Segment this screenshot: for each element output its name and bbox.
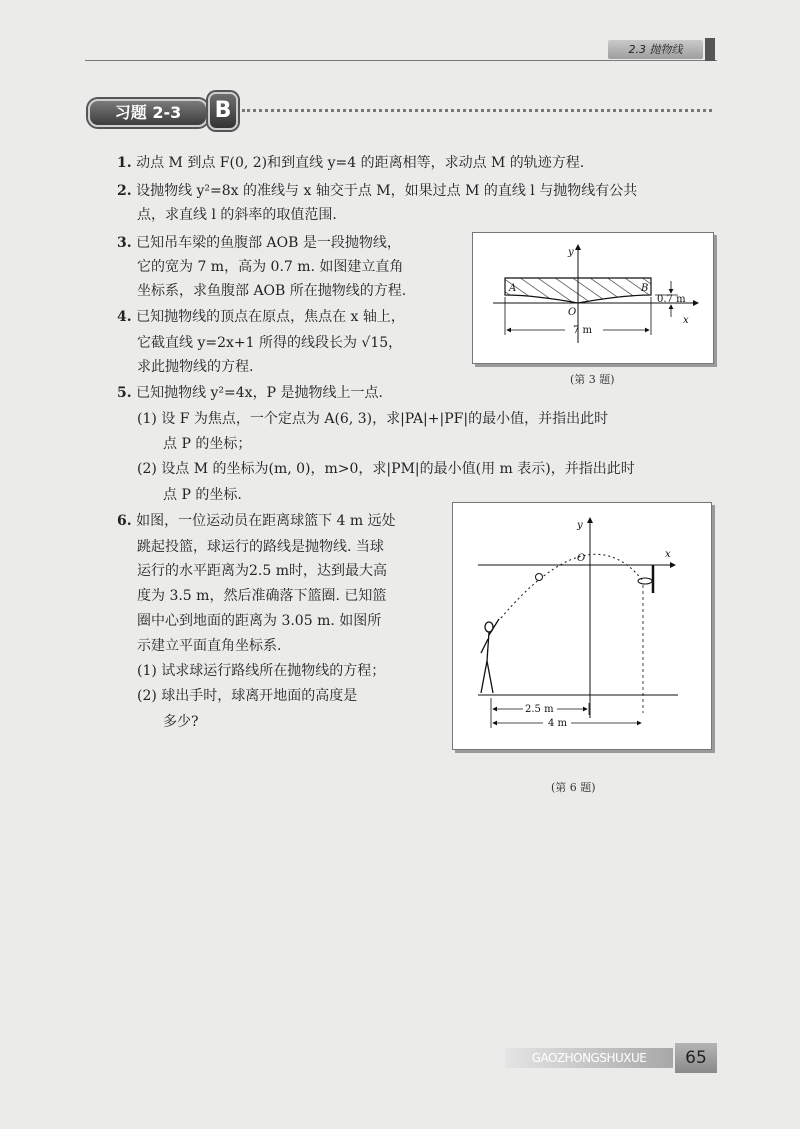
figure-6 [452, 502, 712, 750]
figure-6-caption: (第 6 题) [551, 781, 596, 794]
problem-2: 2. 设抛物线 y²=8x 的准线与 x 轴交于点 M，如果过点 M 的直线 l 与抛物线有公共 [117, 183, 638, 199]
problem-6-cont-3: 度为 3.5 m，然后准确落下篮圈. 已知篮 [137, 588, 387, 604]
figure-3-diagram [473, 233, 713, 363]
problem-6-part-2-cont: 多少? [163, 714, 199, 730]
problem-5-part-2: (2) 设点 M 的坐标为(m, 0)，m>0，求|PM|的最小值(用 m 表示)，并指出此时 [137, 461, 635, 477]
figure-3 [472, 232, 714, 364]
problem-5-part-1: (1) 设 F 为焦点，一个定点为 A(6, 3)，求|PA|+|PF|的最小值，并指出此时 [137, 411, 609, 427]
header-bar [705, 38, 715, 61]
problem-4: 4. 已知抛物线的顶点在原点，焦点在 x 轴上， [117, 309, 405, 325]
problem-6-cont-5: 示建立平面直角坐标系. [137, 638, 282, 654]
problem-6-cont-4: 圈中心到地面的距离为 3.05 m. 如图所 [137, 613, 382, 629]
y-axis-label: y [577, 520, 583, 531]
problem-4-cont-1: 它截直线 y=2x+1 所得的线段长为 √15， [137, 335, 403, 351]
x-axis-label: x [683, 315, 689, 326]
point-a-label: A [509, 283, 517, 294]
section-header: 2.3 抛物线 [608, 40, 703, 59]
page-number: 65 [675, 1043, 717, 1073]
distance-short-label: 2.5 m [525, 704, 554, 715]
problem-4-cont-2: 求此抛物线的方程. [137, 359, 254, 375]
problem-6: 6. 如图，一位运动员在距离球篮下 4 m 远处 [117, 513, 396, 529]
problem-3-cont-1: 它的宽为 7 m，高为 0.7 m. 如图建立直角 [137, 259, 404, 275]
problem-6-cont-2: 运行的水平距离为2.5 m时，达到最大高 [137, 563, 387, 579]
footer-series: GAOZHONGSHUXUE [505, 1048, 673, 1068]
x-axis-label: x [665, 549, 671, 560]
figure-6-diagram [453, 503, 711, 749]
distance-long-label: 4 m [548, 718, 568, 729]
problem-6-cont-1: 跳起投篮，球运行的路线是抛物线. 当球 [137, 539, 384, 555]
y-axis-label: y [568, 247, 574, 258]
problem-3-cont-2: 坐标系，求鱼腹部 AOB 所在抛物线的方程. [137, 283, 407, 299]
problem-5: 5. 已知抛物线 y²=4x，P 是抛物线上一点. [117, 385, 383, 401]
exercise-badge: 习题 2-3 [88, 99, 208, 127]
problem-5-part-1-cont: 点 P 的坐标； [163, 436, 252, 452]
exercise-group-badge: B [208, 92, 238, 130]
hoop [638, 578, 652, 584]
header-rule [85, 60, 717, 61]
problem-6-part-2: (2) 球出手时，球离开地面的高度是 [137, 688, 358, 704]
problem-3: 3. 已知吊车梁的鱼腹部 AOB 是一段抛物线， [117, 235, 401, 251]
ball-trajectory [501, 554, 643, 618]
problem-2-cont: 点，求直线 l 的斜率的取值范围. [137, 207, 337, 223]
dotted-divider [242, 109, 712, 112]
ball [536, 574, 543, 581]
problem-1: 1. 动点 M 到点 F(0, 2)和到直线 y=4 的距离相等，求动点 M 的轨迹方程. [117, 155, 585, 171]
origin-label: O [577, 553, 586, 564]
width-label: 7 m [573, 325, 593, 336]
origin-label: O [568, 307, 577, 318]
problem-5-part-2-cont: 点 P 的坐标. [163, 487, 242, 503]
point-b-label: B [641, 283, 649, 294]
problem-6-part-1: (1) 试求球运行路线所在抛物线的方程； [137, 663, 386, 679]
height-label: 0.7 m [657, 294, 686, 305]
player-figure [481, 619, 499, 693]
figure-3-caption: (第 3 题) [570, 373, 615, 386]
